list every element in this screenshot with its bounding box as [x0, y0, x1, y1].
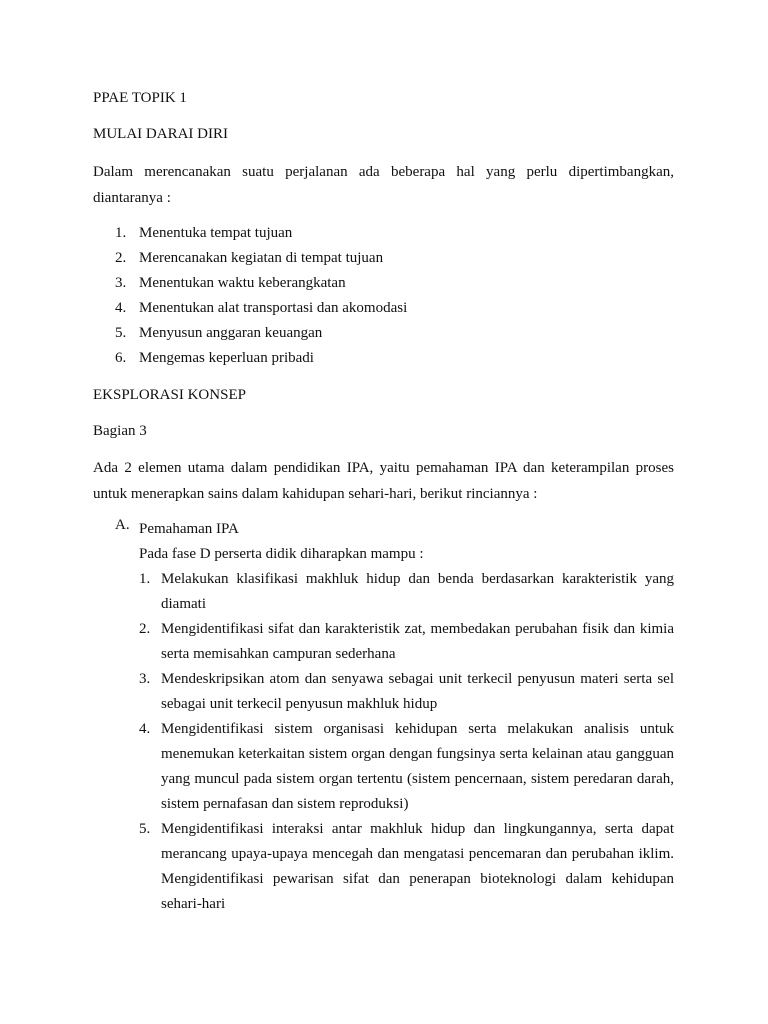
list-item [139, 567, 674, 617]
competency-list [139, 567, 674, 917]
list-item-number: 5. [115, 325, 127, 341]
part-label: Bagian 3 [93, 423, 147, 439]
intro-paragraph: Dalam merencanakan suatu perjalanan ada beberapa hal yang perlu dipertimbangkan, diantaranya : [93, 164, 674, 206]
section-a [93, 517, 674, 917]
list-item-text: Menentukan alat transportasi dan akomodasi [139, 300, 408, 316]
list-item-text: Mendeskripsikan atom dan senyawa sebagai unit terkecil penyusun materi serta sel sebagai unit terkecil penyusun makhluk hidup [161, 671, 674, 712]
list-item [139, 817, 674, 917]
list-item-number: 2. [115, 250, 127, 266]
section-letter: A. [115, 517, 130, 533]
list-item-number: 4. [139, 721, 151, 737]
list-item-number: 4. [115, 300, 127, 316]
list-item [139, 617, 674, 667]
list-item [93, 346, 674, 371]
list-item [93, 271, 674, 296]
list-item-text: Melakukan klasifikasi makhluk hidup dan benda berdasarkan karakteristik yang diamati [161, 571, 674, 612]
list-item-number: 1. [115, 225, 127, 241]
section-title: Pemahaman IPA [139, 521, 239, 537]
list-item-text: Mengemas keperluan pribadi [139, 350, 314, 366]
list-item [93, 221, 674, 246]
list-item [93, 321, 674, 346]
list-item-number: 3. [115, 275, 127, 291]
document-subtitle: MULAI DARAI DIRI [93, 126, 228, 142]
list-item-text: Mengidentifikasi sifat dan karakteristik zat, membedakan perubahan fisik dan kimia serta memisahkan campuran sederhana [161, 621, 674, 662]
list-item-text: Menyusun anggaran keuangan [139, 325, 323, 341]
list-item-number: 1. [139, 571, 151, 587]
list-item-text: Mengidentifikasi interaksi antar makhluk hidup dan lingkungannya, serta dapat merancang upaya-upaya mencegah dan mengatasi pencemaran dan perubahan iklim. Mengidentifikasi pewarisan sifat dan penerapan bioteknologi dalam kehidupan sehari-hari [161, 821, 674, 912]
list-item-text: Mengidentifikasi sistem organisasi kehidupan serta melakukan analisis untuk menemukan keterkaitan sistem organ dengan fungsinya serta kelainan atau gangguan yang muncul pada sistem organ tertentu (sistem pencernaan, sistem peredaran darah, sistem pernafasan dan sistem reproduksi) [161, 721, 674, 812]
list-item-text: Menentuka tempat tujuan [139, 225, 293, 241]
list-item [139, 717, 674, 817]
list-item-number: 2. [139, 621, 151, 637]
list-item [93, 246, 674, 271]
list-item-text: Menentukan waktu keberangkatan [139, 275, 346, 291]
document-title: PPAE TOPIK 1 [93, 90, 187, 106]
list-item-number: 6. [115, 350, 127, 366]
section-heading: EKSPLORASI KONSEP [93, 387, 246, 403]
list-item-number: 3. [139, 671, 151, 687]
list-item-number: 5. [139, 821, 151, 837]
list-item-text: Merencanakan kegiatan di tempat tujuan [139, 250, 384, 266]
travel-steps-list [93, 221, 674, 371]
document-content [93, 86, 674, 917]
section-intro: Pada fase D perserta didik diharapkan mampu : [139, 546, 424, 562]
list-item [139, 667, 674, 717]
list-item [93, 296, 674, 321]
elements-paragraph: Ada 2 elemen utama dalam pendidikan IPA, yaitu pemahaman IPA dan keterampilan proses untuk menerapkan sains dalam kahidupan sehari-hari, berikut rinciannya : [93, 460, 674, 502]
